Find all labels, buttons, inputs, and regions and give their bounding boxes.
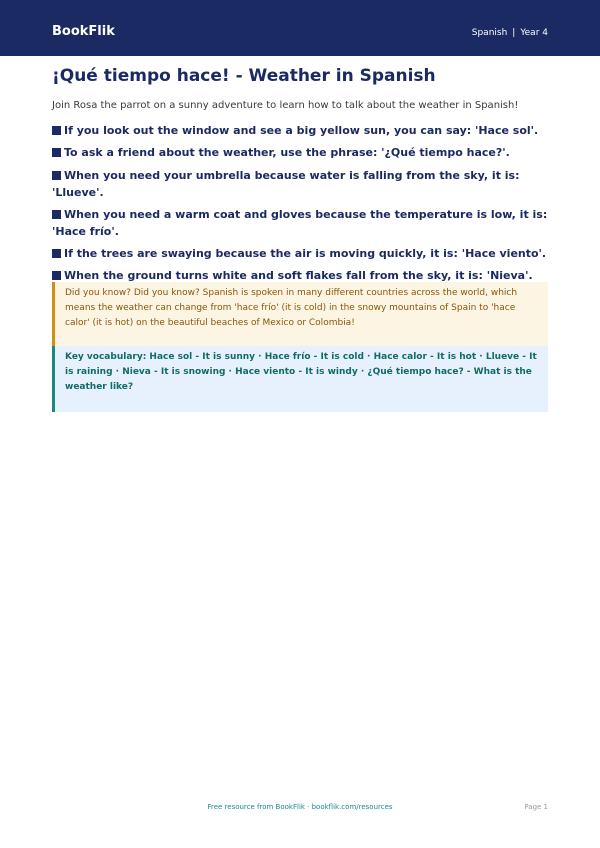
header-meta <box>472 28 548 38</box>
level-label: Year 4 <box>520 28 548 38</box>
page-title: ¡Qué tiempo hace! - Weather in Spanish <box>52 66 436 86</box>
square-bullet-icon <box>52 126 61 135</box>
fact-text: When you need a warm coat and gloves because the temperature is low, it is: 'Hace frío'. <box>52 207 548 238</box>
did-you-know-box <box>52 282 548 346</box>
fact-text: When you need your umbrella because water is falling from the sky, it is: 'Llueve'. <box>52 168 520 199</box>
subject-label: Spanish <box>471 28 508 38</box>
fact-text: If the trees are swaying because the air is moving quickly, it is: 'Hace viento'. <box>64 247 547 261</box>
key-vocabulary-text: Key vocabulary: Hace sol - It is sunny · Hace frío - It is cold · Hace calor - It is hot · Llueve - It is raining · Nieva - It is snowing · Hace viento - It is windy · ¿Qué tiempo hace? - What is the weather like? <box>65 352 537 392</box>
square-bullet-icon <box>52 210 61 219</box>
square-bullet-icon <box>52 249 61 258</box>
fact-item <box>52 206 552 240</box>
square-bullet-icon <box>52 171 61 180</box>
key-vocabulary-box <box>52 346 548 412</box>
fact-text: If you look out the window and see a big yellow sun, you can say: 'Hace sol'. <box>64 124 539 137</box>
square-bullet-icon <box>52 271 61 280</box>
fact-list <box>52 122 552 290</box>
fact-item <box>52 144 552 161</box>
header-bar <box>0 0 600 56</box>
footer-resource-link[interactable]: Free resource from BookFlik · bookflik.com/resources <box>207 803 393 811</box>
fact-item <box>52 167 552 201</box>
brand-logo[interactable]: BookFlik <box>52 24 115 39</box>
fact-text: To ask a friend about the weather, use the phrase: '¿Qué tiempo hace?'. <box>64 146 510 160</box>
meta-separator: | <box>512 28 516 38</box>
square-bullet-icon <box>52 148 61 157</box>
did-you-know-text: Did you know? Did you know? Spanish is spoken in many different countries across the world, which means the weather can change from 'hace frío' (it is cold) in the snowy mountains of Spain to 'hace calor' (it is hot) on the beautiful beaches of Mexico or Colombia! <box>65 288 518 328</box>
fact-item <box>52 122 552 139</box>
fact-item <box>52 245 552 262</box>
intro-text: Join Rosa the parrot on a sunny adventure to learn how to talk about the weather in Spanish! <box>52 100 519 111</box>
fact-text: When the ground turns white and soft flakes fall from the sky, it is: 'Nieva'. <box>64 269 533 283</box>
page-number: Page 1 <box>524 803 548 811</box>
